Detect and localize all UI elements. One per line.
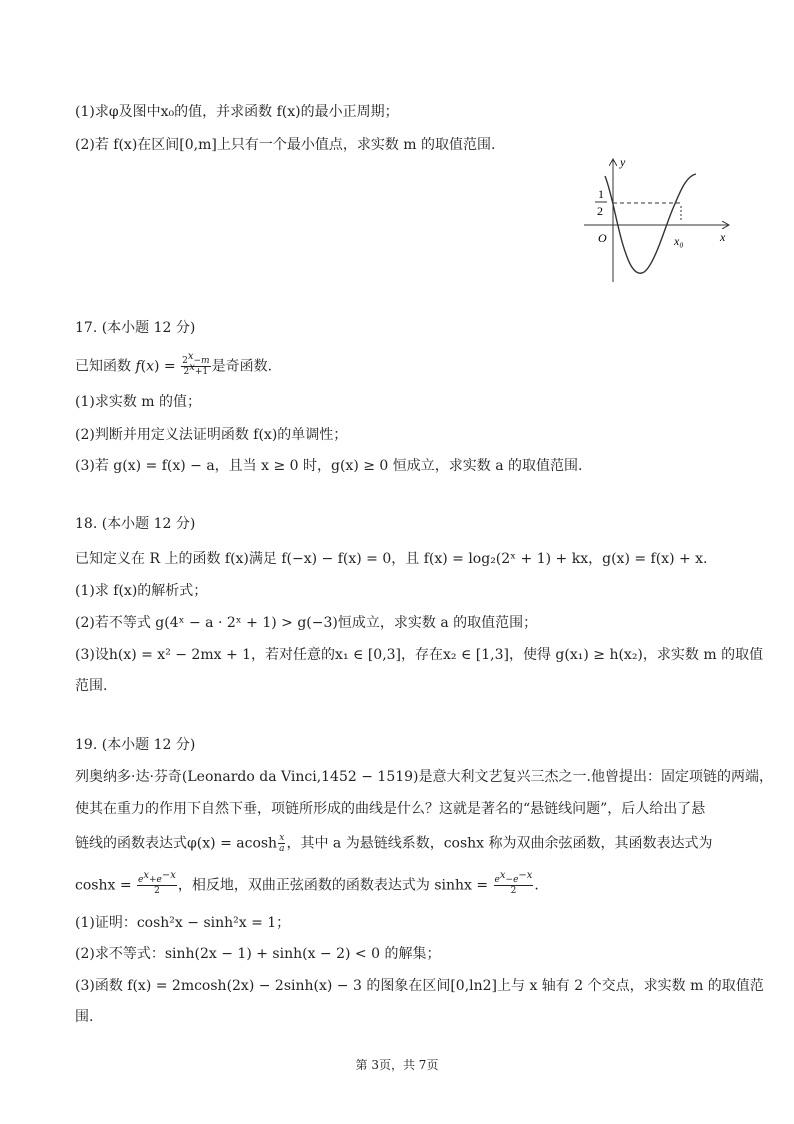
q19-heading: 19. (本小题 12 分) <box>75 737 196 753</box>
origin-label: O <box>598 231 607 245</box>
q17-heading: 17. (本小题 12 分) <box>75 320 196 336</box>
q19-catenary-tail: ，其中 a 为悬链线系数，coshx 称为双曲余弦函数，其函数表达式为 <box>286 835 713 852</box>
half-tick-denominator: 2 <box>597 204 603 218</box>
half-tick-numerator: 1 <box>598 187 604 201</box>
q19-text-line1: 列奥纳多·达·芬奇(Leonardo da Vinci,1452 − 1519)是意大利文艺复兴三杰之一.他曾提出：固定项链的两端， <box>75 769 773 785</box>
q17-intro: 已知函数 f(x) = $\frac{2^x-m}{2^x+1}$ 是奇函数. <box>75 351 273 377</box>
q16-part2: (2)若 f(x)在区间[0,m]上只有一个最小值点，求实数 m 的取值范围. <box>75 137 496 153</box>
q19-sinh-lead: ，相反地，双曲正弦函数的函数表达式为 sinhx = <box>177 877 493 894</box>
q17-part1: (1)求实数 m 的值； <box>75 394 202 410</box>
q19-part2: (2)求不等式：sinh(2x − 1) + sinh(x − 2) < 0 的解集； <box>75 946 441 962</box>
q19-text-line3 <box>75 833 713 854</box>
q18-part3-continued: 范围. <box>75 678 108 694</box>
q19-x-over-a: $\frac{x}{a}$ <box>279 833 285 854</box>
q18-part2: (2)若不等式 g(4ˣ − a · 2ˣ + 1) > g(−3)恒成立，求实数 a 的取值范围； <box>75 615 538 631</box>
x0-label: x₀ <box>674 234 684 248</box>
q17-part3: (3)若 g(x) = f(x) − a，且当 x ≥ 0 时，g(x) ≥ 0 恒成立，求实数 a 的取值范围. <box>75 458 583 474</box>
q19-part3-continued: 围. <box>75 1009 94 1025</box>
q16-part1: (1)求φ及图中x₀的值，并求函数 f(x)的最小正周期； <box>75 104 399 120</box>
q17-intro-tail: 是奇函数. <box>211 358 273 375</box>
q19-part1: (1)证明：cosh²x − sinh²x = 1； <box>75 915 291 931</box>
q18-intro: 已知定义在 R 上的函数 f(x)满足 f(−x) − f(x) = 0，且 f(x) = log₂(2ˣ + 1) + kx，g(x) = f(x) + x. <box>75 551 708 567</box>
q18-heading: 18. (本小题 12 分) <box>75 516 196 532</box>
q19-catenary-lead: 链线的函数表达式φ(x) = acosh <box>75 835 278 852</box>
q17-intro-lead: 已知函数 <box>75 358 136 375</box>
page-footer: 第 3页，共 7页 <box>355 1058 439 1072</box>
y-axis-label: y <box>620 155 626 169</box>
sine-graph <box>578 154 738 286</box>
x-axis-label: x <box>720 230 726 244</box>
q19-sinh-fraction: $\frac{e^x-e^{-x}}{2}$ <box>494 870 533 896</box>
q19-text-line2: 使其在重力的作用下自然下垂，项链所形成的曲线是什么？这就是著名的“悬链线问题”，后人给出了悬 <box>75 801 706 817</box>
sine-curve <box>605 174 696 273</box>
q17-fraction: $\frac{2^x-m}{2^x+1}$ <box>182 351 210 377</box>
q19-text-line4: coshx = $\frac{e^x+e^{-x}}{2}$ ，相反地，双曲正弦函数的函数表达式为 sinhx = $\frac{e^x-e^{-x}}{2}$ . <box>75 870 539 896</box>
q19-part3: (3)函数 f(x) = 2mcosh(2x) − 2sinh(x) − 3 的图象在区间[0,ln2]上与 x 轴有 2 个交点，求实数 m 的取值范 <box>75 978 764 994</box>
q17-part2: (2)判断并用定义法证明函数 f(x)的单调性； <box>75 427 348 443</box>
q18-part1: (1)求 f(x)的解析式； <box>75 583 208 599</box>
q19-cosh-lead: coshx = <box>75 877 136 894</box>
q18-part3: (3)设h(x) = x² − 2mx + 1，若对任意的x₁ ∈ [0,3]，存在x₂ ∈ [1,3]，使得 g(x₁) ≥ h(x₂)，求实数 m 的取值 <box>75 647 764 663</box>
q19-cosh-fraction: $\frac{e^x+e^{-x}}{2}$ <box>138 870 176 896</box>
